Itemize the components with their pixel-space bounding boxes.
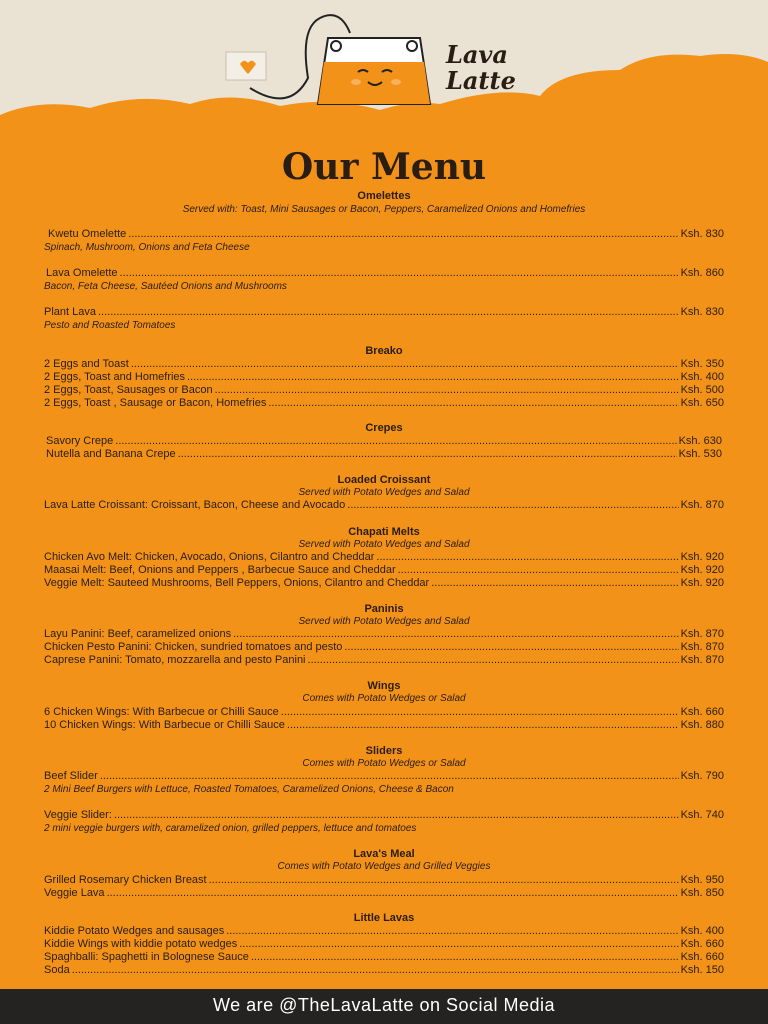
leader-dots — [398, 564, 679, 577]
item-price: Ksh. 830 — [680, 228, 724, 240]
section-title-little-lavas: Little Lavas — [353, 912, 415, 924]
menu-item-row — [44, 358, 724, 371]
menu-item-row — [44, 770, 724, 783]
item-price: Ksh. 880 — [680, 719, 724, 731]
menu-item-row — [46, 435, 722, 448]
section-title-wings: Wings — [367, 680, 401, 692]
brand-line2: Latte — [446, 66, 516, 95]
item-description: 2 Mini Beef Burgers with Lettuce, Roasted Tomatoes, Caramelized Onions, Cheese & Bacon — [44, 784, 454, 795]
leader-dots — [215, 384, 679, 397]
leader-dots — [251, 951, 679, 964]
menu-item-row — [44, 306, 724, 319]
item-name: Maasai Melt: Beef, Onions and Peppers , Barbecue Sauce and Cheddar — [44, 564, 396, 576]
menu-item-row — [44, 641, 724, 654]
menu-item-row — [44, 499, 724, 512]
leader-dots — [239, 938, 678, 951]
leader-dots — [98, 306, 679, 319]
section-title-lavas-meal: Lava's Meal — [353, 848, 415, 860]
section-title-sliders: Sliders — [365, 745, 403, 757]
item-name: Veggie Lava — [44, 887, 105, 899]
item-name: Layu Panini: Beef, caramelized onions — [44, 628, 232, 640]
menu-item-row — [44, 719, 724, 732]
page-title: Our Menu — [281, 146, 487, 188]
item-name: Spaghballi: Spaghetti in Bolognese Sauce — [44, 951, 249, 963]
brand-line1: Lava — [446, 40, 508, 69]
item-price: Ksh. 150 — [680, 964, 724, 976]
leader-dots — [114, 809, 679, 822]
item-price: Ksh. 870 — [680, 641, 724, 653]
leader-dots — [268, 397, 678, 410]
section-sub-croissant: Served with Potato Wedges and Salad — [298, 487, 470, 498]
leader-dots — [72, 964, 679, 977]
item-name: Kiddie Wings with kiddie potato wedges — [44, 938, 238, 950]
item-name: Savory Crepe — [46, 435, 114, 447]
item-name: Beef Slider — [44, 770, 98, 782]
leader-dots — [344, 641, 678, 654]
item-name: Veggie Melt: Sauteed Mushrooms, Bell Peppers, Onions, Cilantro and Cheddar — [44, 577, 430, 589]
leader-dots — [308, 654, 679, 667]
item-price: Ksh. 870 — [680, 654, 724, 666]
social-media-footer: We are @TheLavaLatte on Social Media — [0, 989, 768, 1024]
leader-dots — [120, 267, 679, 280]
leader-dots — [107, 887, 679, 900]
item-name: Veggie Slider: — [44, 809, 112, 821]
menu-item-row — [44, 938, 724, 951]
item-price: Ksh. 630 — [678, 435, 722, 447]
menu-item-row — [44, 551, 724, 564]
item-name: Chicken Avo Melt: Chicken, Avocado, Onions, Cilantro and Cheddar — [44, 551, 375, 563]
item-price: Ksh. 850 — [680, 887, 724, 899]
leader-dots — [233, 628, 678, 641]
leader-dots — [131, 358, 679, 371]
item-price: Ksh. 920 — [680, 551, 724, 563]
item-price: Ksh. 740 — [680, 809, 724, 821]
item-name: 6 Chicken Wings: With Barbecue or Chilli Sauce — [44, 706, 279, 718]
menu-item-row — [44, 925, 724, 938]
menu-item-row — [44, 706, 724, 719]
leader-dots — [376, 551, 678, 564]
section-sub-paninis: Served with Potato Wedges and Salad — [298, 616, 470, 627]
section-sub-lavas-meal: Comes with Potato Wedges and Grilled Veggies — [277, 861, 491, 872]
section-sub-omelettes: Served with: Toast, Mini Sausages or Bacon, Peppers, Caramelized Onions and Homefries — [182, 204, 586, 215]
section-title-paninis: Paninis — [364, 603, 404, 615]
item-name: Caprese Panini: Tomato, mozzarella and pesto Panini — [44, 654, 306, 666]
item-price: Ksh. 950 — [680, 874, 724, 886]
item-price: Ksh. 500 — [680, 384, 724, 396]
section-title-crepes: Crepes — [365, 422, 403, 434]
item-price: Ksh. 400 — [680, 371, 724, 383]
item-name: 10 Chicken Wings: With Barbecue or Chilli Sauce — [44, 719, 285, 731]
leader-dots — [347, 499, 678, 512]
item-description: Spinach, Mushroom, Onions and Feta Cheese — [44, 242, 250, 253]
leader-dots — [115, 435, 676, 448]
item-price: Ksh. 530 — [678, 448, 722, 460]
section-title-croissant: Loaded Croissant — [337, 474, 431, 486]
menu-item-row — [44, 654, 724, 667]
menu-item-row — [46, 267, 724, 280]
section-sub-chapati: Served with Potato Wedges and Salad — [298, 539, 470, 550]
section-title-chapati: Chapati Melts — [348, 526, 420, 538]
menu-item-row — [48, 228, 724, 241]
menu-item-row — [44, 628, 724, 641]
item-price: Ksh. 660 — [680, 938, 724, 950]
leader-dots — [100, 770, 679, 783]
leader-dots — [226, 925, 678, 938]
item-price: Ksh. 870 — [680, 499, 724, 511]
item-price: Ksh. 920 — [680, 564, 724, 576]
item-price: Ksh. 920 — [680, 577, 724, 589]
item-description: Bacon, Feta Cheese, Sautéed Onions and Mushrooms — [44, 281, 287, 292]
menu-item-row — [44, 397, 724, 410]
menu-item-row — [44, 564, 724, 577]
item-name: Chicken Pesto Panini: Chicken, sundried tomatoes and pesto — [44, 641, 343, 653]
menu-item-row — [44, 809, 724, 822]
item-name: Kwetu Omelette — [48, 228, 127, 240]
menu-item-row — [44, 371, 724, 384]
lava-latte-logo-icon — [220, 8, 450, 108]
section-sub-wings: Comes with Potato Wedges or Salad — [302, 693, 466, 704]
item-price: Ksh. 790 — [680, 770, 724, 782]
item-name: Soda — [44, 964, 70, 976]
section-sub-sliders: Comes with Potato Wedges or Salad — [302, 758, 466, 769]
item-price: Ksh. 860 — [680, 267, 724, 279]
menu-item-row — [44, 951, 724, 964]
leader-dots — [128, 228, 678, 241]
menu-item-row — [44, 874, 724, 887]
menu-item-row — [46, 448, 722, 461]
menu-item-row — [44, 384, 724, 397]
item-price: Ksh. 830 — [680, 306, 724, 318]
item-description: 2 mini veggie burgers with, caramelized onion, grilled peppers, lettuce and tomatoes — [44, 823, 417, 834]
leader-dots — [431, 577, 678, 590]
item-price: Ksh. 350 — [680, 358, 724, 370]
item-price: Ksh. 400 — [680, 925, 724, 937]
item-name: Kiddie Potato Wedges and sausages — [44, 925, 225, 937]
menu-item-row — [44, 887, 724, 900]
leader-dots — [178, 448, 677, 461]
item-price: Ksh. 870 — [680, 628, 724, 640]
menu-item-row — [44, 964, 724, 977]
item-name: Lava Omelette — [46, 267, 118, 279]
leader-dots — [187, 371, 679, 384]
item-price: Ksh. 660 — [680, 951, 724, 963]
item-price: Ksh. 660 — [680, 706, 724, 718]
section-title-omelettes: Omelettes — [357, 190, 411, 202]
item-name: 2 Eggs, Toast , Sausage or Bacon, Homefries — [44, 397, 267, 409]
leader-dots — [281, 706, 679, 719]
item-name: Plant Lava — [44, 306, 96, 318]
brand-wordmark — [446, 42, 566, 94]
item-name: Lava Latte Croissant: Croissant, Bacon, Cheese and Avocado — [44, 499, 346, 511]
item-description: Pesto and Roasted Tomatoes — [44, 320, 176, 331]
leader-dots — [287, 719, 679, 732]
item-name: 2 Eggs, Toast, Sausages or Bacon — [44, 384, 213, 396]
item-name: 2 Eggs and Toast — [44, 358, 129, 370]
section-title-breako: Breako — [365, 345, 403, 357]
item-name: 2 Eggs, Toast and Homefries — [44, 371, 186, 383]
item-name: Nutella and Banana Crepe — [46, 448, 176, 460]
menu-item-row — [44, 577, 724, 590]
item-name: Grilled Rosemary Chicken Breast — [44, 874, 207, 886]
item-price: Ksh. 650 — [680, 397, 724, 409]
leader-dots — [209, 874, 679, 887]
